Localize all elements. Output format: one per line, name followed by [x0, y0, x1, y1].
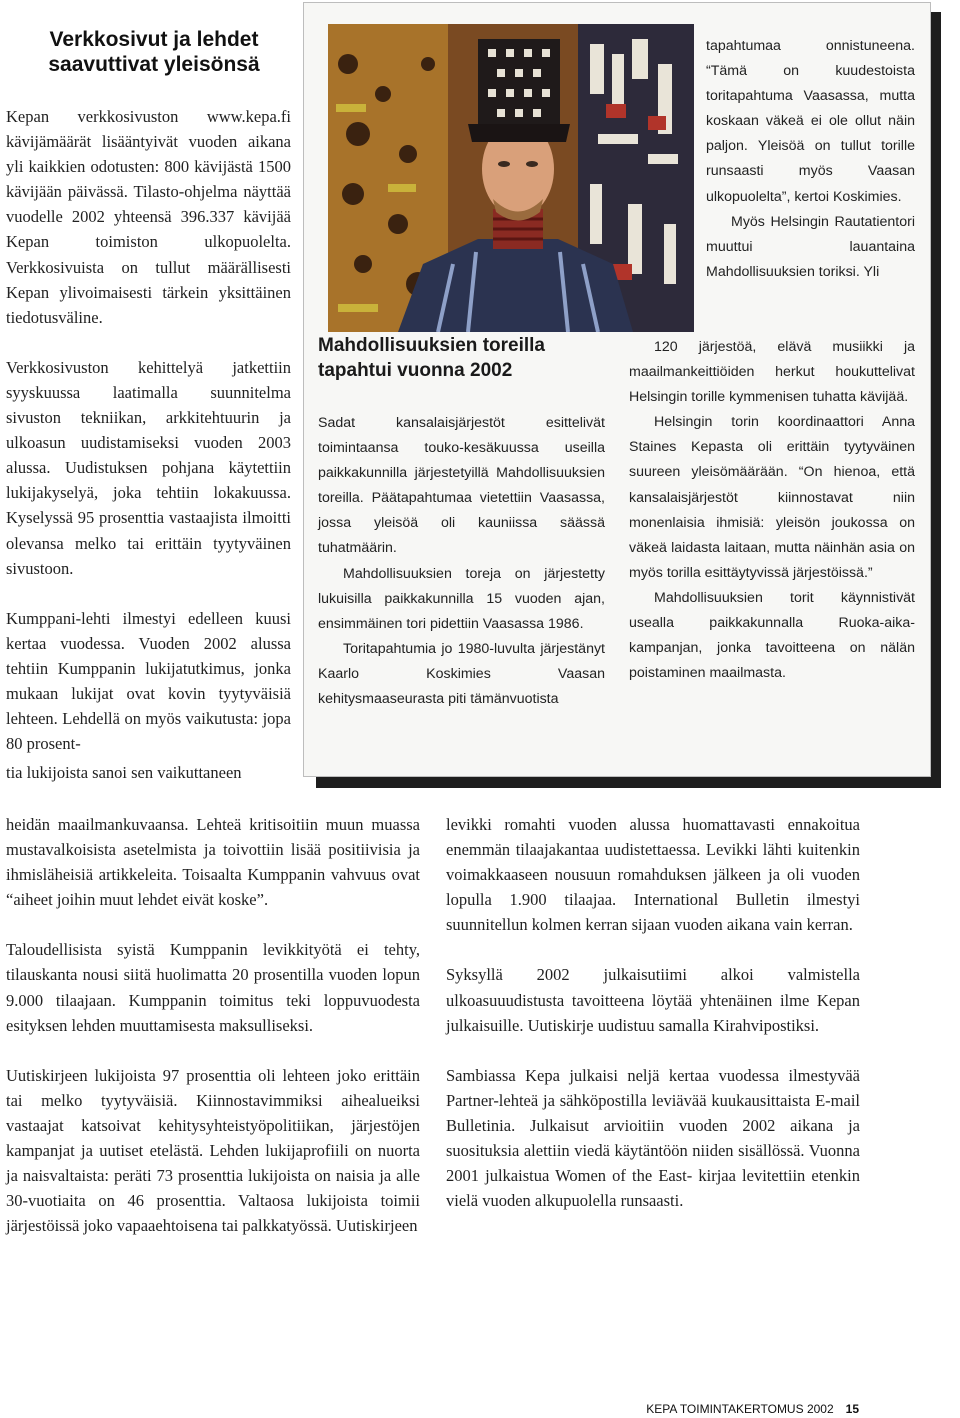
box-right-column-bottom — [629, 335, 915, 686]
section-title: Verkkosivut ja lehdet saavuttivat yleisönsä — [48, 28, 260, 76]
paragraph: Kumppani-lehti ilmestyi edelleen kuusi kertaa vuodessa. Vuoden 2002 alussa tehtiin Kumppanin lukijatutkimus, jonka mukaan lukijat ovat kovin tyytyväisiä lehteen. Lehdellä on myös vaikutusta: jopa 80 prosent- — [6, 608, 291, 754]
man-in-hat-photo — [328, 24, 694, 332]
paragraph: Kepan verkkosivuston www.kepa.fi kävijämäärät lisääntyivät vuoden aikana yli kaikkien odotusten: 800 kävijästä 1500 kävijään päivässä. Tilasto-ohjelma näyttää vuodelle 2002 yhteensä 396.337 kävijää Kepan toimiston ulkopuolelta. Verkkosivuista on tullut määrällisesti Kepan ylivoimaisesti tärkein yksittäinen tiedotusväline. — [6, 107, 291, 327]
left-column-upper — [6, 104, 291, 756]
left-column-lower — [6, 812, 420, 1238]
box-paragraph: Mahdollisuuksien toreja on järjestetty lukuisilla paikkakunnilla 15 vuoden ajan, ensimmäinen tori pidettiin Vaasassa 1986. — [318, 565, 605, 632]
box-paragraph: 120 järjestöä, elävä musiikki ja maailmankeittiöiden herkut houkuttelivat Helsingin torille kymmenisen tuhatta kävijää. — [629, 339, 915, 406]
box-paragraph: Helsingin torin koordinaattori Anna Staines Kepasta oli erittäin tyytyväinen suureen yleisömäärään. “On hienoa, että kansalaisjärjestöt kiinnostavat niin monenlaisia ihmisiä: yleisön joukossa on väkeä laidasta laitaan, mutta näinhän asia on myös torilla esittäytyvissä järjestöissä.” — [629, 414, 915, 581]
box-paragraph: tapahtumaa onnistuneena. “Tämä on kuudestoista toritapahtuma Vaasassa, mutta koskaan väkeä ei ole ollut näin paljon. Yleisöä on tullut torille runsaasti myös Vaasan ulkopuolelta”, kertoi Koskimies. — [706, 38, 915, 205]
box-paragraph: Sadat kansalaisjärjestöt esittelivät toimintaansa touko-kesäkuussa useilla paikkakunnilla järjestetyillä Mahdollisuuksien toreilla. Päätapahtumaa vietettiin Vaasassa, jossa yleisöä oli kauniissa säässä tuhatmäärin. — [318, 415, 605, 557]
page-number: 15 — [845, 1402, 859, 1416]
paragraph-continuation: tia lukijoista sanoi sen vaikuttaneen — [6, 763, 242, 782]
box-right-column-top — [706, 34, 915, 285]
box-paragraph: Toritapahtumia jo 1980-luvulta järjestänyt Kaarlo Koskimies Vaasan kehitysmaaseurasta piti tämänvuotista — [318, 640, 605, 708]
box-middle-column — [318, 411, 605, 712]
left-column-wrap-line — [6, 760, 292, 785]
right-column-lower — [446, 812, 860, 1213]
paragraph: Syksyllä 2002 julkaisutiimi alkoi valmistella ulkoasuuudistusta tavoitteena löytää yhtenäinen ilme Kepan julkaisuille. Uutiskirje uudistuu samalla Kirahvipostiksi. — [446, 965, 860, 1035]
box-paragraph: Myös Helsingin Rautatientori muuttui lauantaina Mahdollisuuksien toriksi. Yli — [706, 213, 915, 280]
paragraph: Taloudellisista syistä Kumppanin levikkityötä ei tehty, tilauskanta nousi siitä huolimatta 20 prosentilla vuoden lopun 9.000 tilaajaan. Kumppanin toimitus teki loppuvuodesta esityksen lehden muuttamisesta maksulliseksi. — [6, 940, 420, 1035]
paragraph: Sambiassa Kepa julkaisi neljä kertaa vuodessa ilmestyvää Partner-lehteä ja sähköpostilla leviävää kuukausittaista E-mail Bulletinia. Julkaisut arvioitiin vuoden 2002 aikana ja suosituksia alettiin viedä käytäntöön niiden sisällössä. Vuonna 2001 julkaistua Women of the East- kirjaa levitettiin etenkin vielä vuoden alkupuolella runsaasti. — [446, 1065, 860, 1211]
paragraph: heidän maailmankuvaansa. Lehteä kritisoitiin muun muassa mustavalkoisista asetelmista ja toivottiin lisää positiivisia ja ihmisläheisiä artikkeleita. Toisaalta Kumppanin vahvuus ovat “aiheet joihin muut lehdet eivät koske”. — [6, 815, 420, 910]
paragraph: Uutiskirjeen lukijoista 97 prosenttia oli lehteen joko erittäin tai melko tyytyväisiä. Kiinnostavimmiksi aihealueiksi vastaajat katsoivat kehitysyhteistyöpolitiikan, järjestöjen kampanjat ja uutiset etelästä. Lehden lukijaprofiili on nuorta ja naisvaltaista: peräti 73 prosenttia lukijoista on naisia ja alle 30-vuotiaita on 46 prosenttia. Valtaosa lukijoista toimii järjestöissä joko vapaaehtoisena tai palkkatyössä. Uutiskirjeen — [6, 1065, 420, 1236]
box-paragraph: Mahdollisuuksien torit käynnistivät usealla paikkakunnalla Ruoka-aika-kampanjan, jonka tavoitteena on nälän poistaminen maailmasta. — [629, 589, 915, 682]
paragraph: Verkkosivuston kehittelyä jatkettiin syyskuussa laatimalla suunnitelma sivuston tekniikan, arkkitehtuurin ja ulkoasun uudistamiseksi vuoden 2003 alussa. Uudistuksen pohjana käytettiin lukijakyselyä, joka tehtiin lokakuussa. Kyselyssä 95 prosenttia vastaajista ilmoitti olevansa melko tai erittäin tyytyväinen sivustoon. — [6, 357, 291, 578]
footer-label: KEPA TOIMINTAKERTOMUS 2002 — [646, 1402, 834, 1416]
box-title: Mahdollisuuksien toreilla tapahtui vuonna 2002 — [318, 335, 545, 381]
page-footer — [637, 1402, 859, 1416]
paragraph: levikki romahti vuoden alussa huomattavasti ennakoitua enemmän tilaajakantaa uudistettaessa. Levikki lähti kuitenkin voimakkaaseen nousuun romahduksen jälkeen ja oli vuoden lopulla 1.900 tilaajaa. International Bulletin ilmestyi suunnitellun kolmen kerran sijaan vuoden aikana vain kerran. — [446, 815, 860, 935]
